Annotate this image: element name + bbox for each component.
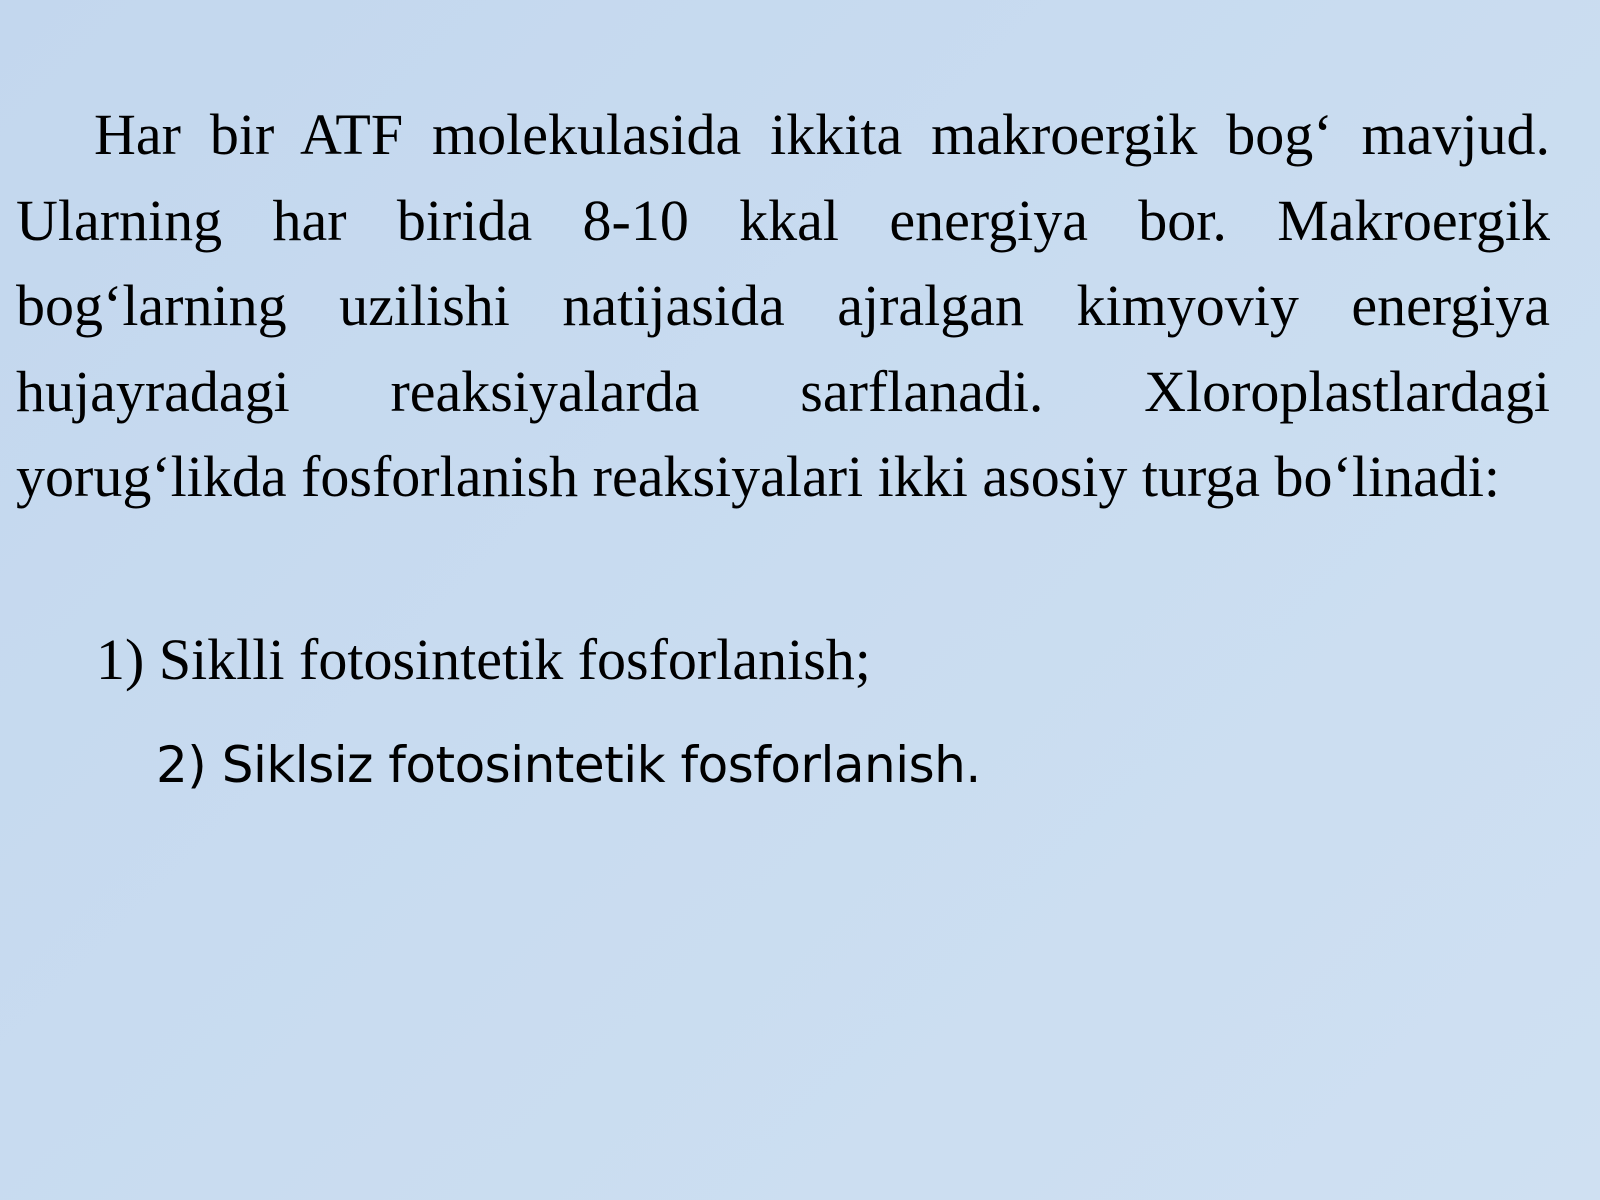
list-item-cyclic-phosphorylation: 1) Siklli fotosintetik fosforlanish; bbox=[96, 627, 871, 692]
body-paragraph: Har bir ATF molekulasida ikkita makroergik bog‘ mavjud. Ularning har birida 8-10 kkal energiya bor. Makroergik bog‘larning uzilishi natijasida ajralgan kimyoviy energiya hujayradagi reaksiyalarda sarflanadi. Xloroplastlardagi yorug‘likda fosforlanish reaksiyalari ikki asosiy turga bo‘linadi: bbox=[16, 102, 1550, 509]
list-item-noncyclic-phosphorylation: 2) Siklsiz fotosintetik fosforlanish. bbox=[156, 736, 981, 794]
